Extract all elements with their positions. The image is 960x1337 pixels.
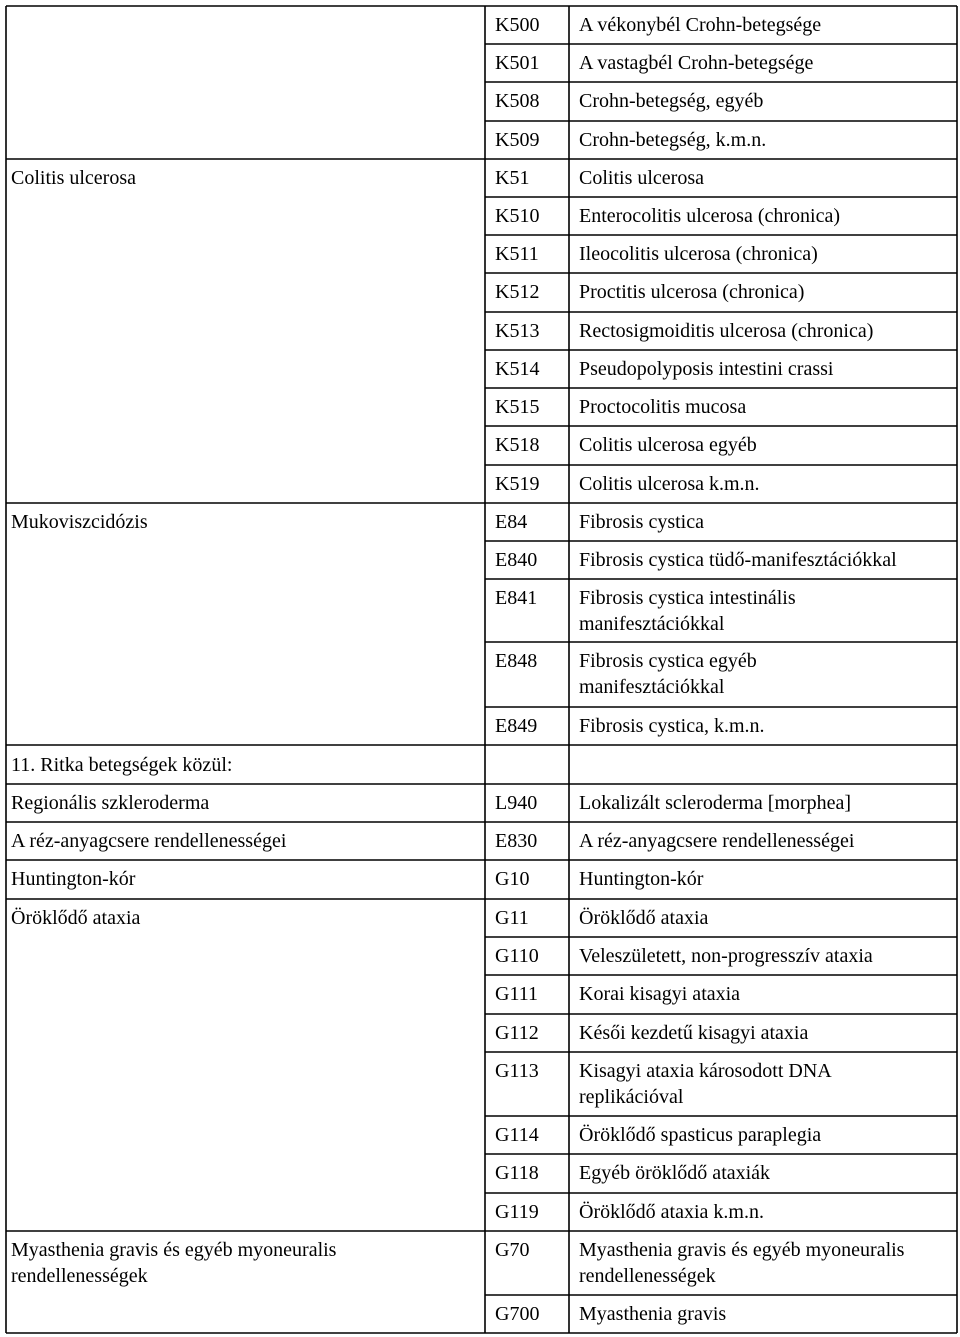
code-description: Fibrosis cystica intestinális bbox=[579, 587, 796, 609]
icd-code: G110 bbox=[495, 945, 539, 967]
disease-name: Huntington-kór bbox=[11, 868, 136, 890]
code-description: Pseudopolyposis intestini crassi bbox=[579, 358, 834, 380]
code-description: replikációval bbox=[579, 1086, 684, 1108]
icd-code: L940 bbox=[495, 792, 538, 814]
code-description: Késői kezdetű kisagyi ataxia bbox=[579, 1022, 809, 1044]
icd-code: K500 bbox=[495, 14, 540, 36]
code-description: Fibrosis cystica egyéb bbox=[579, 650, 757, 672]
code-description: Öröklődő ataxia bbox=[579, 907, 709, 929]
code-description: Ileocolitis ulcerosa (chronica) bbox=[579, 243, 818, 265]
icd-code: E848 bbox=[495, 650, 538, 672]
code-description: Rectosigmoiditis ulcerosa (chronica) bbox=[579, 320, 874, 342]
icd-code: G119 bbox=[495, 1201, 539, 1223]
icd-code: E849 bbox=[495, 715, 538, 737]
icd-code: K511 bbox=[495, 243, 539, 265]
code-description: Myasthenia gravis és egyéb myoneuralis bbox=[579, 1239, 905, 1261]
icd-code: K509 bbox=[495, 129, 540, 151]
icd-code: G70 bbox=[495, 1239, 530, 1261]
code-description: Colitis ulcerosa bbox=[579, 167, 704, 189]
code-description: Öröklődő ataxia k.m.n. bbox=[579, 1201, 764, 1223]
icd-code: G114 bbox=[495, 1124, 539, 1146]
disease-name: A réz-anyagcsere rendellenességei bbox=[11, 830, 287, 852]
code-description: manifesztációkkal bbox=[579, 676, 725, 698]
code-description: Enterocolitis ulcerosa (chronica) bbox=[579, 205, 840, 227]
icd-code: G700 bbox=[495, 1303, 540, 1325]
code-description: Huntington-kór bbox=[579, 868, 704, 890]
code-description: Lokalizált scleroderma [morphea] bbox=[579, 792, 852, 814]
icd-code: K512 bbox=[495, 281, 540, 303]
icd-code: K519 bbox=[495, 473, 540, 495]
icd-code: E841 bbox=[495, 587, 538, 609]
disease-name: Myasthenia gravis és egyéb myoneuralis bbox=[11, 1239, 337, 1261]
disease-name: Regionális szkleroderma bbox=[11, 792, 210, 814]
code-description: Fibrosis cystica bbox=[579, 511, 704, 533]
disease-name: rendellenességek bbox=[11, 1265, 148, 1287]
code-description: Egyéb öröklődő ataxiák bbox=[579, 1162, 771, 1184]
code-description: Kisagyi ataxia károsodott DNA bbox=[579, 1060, 832, 1082]
icd-code: G10 bbox=[495, 868, 530, 890]
icd-code: G118 bbox=[495, 1162, 539, 1184]
disease-name: Colitis ulcerosa bbox=[11, 167, 136, 189]
code-description: manifesztációkkal bbox=[579, 613, 725, 635]
icd-code: K501 bbox=[495, 52, 540, 74]
icd-code: K51 bbox=[495, 167, 530, 189]
icd-code: G112 bbox=[495, 1022, 539, 1044]
icd-code: E840 bbox=[495, 549, 538, 571]
code-description: Fibrosis cystica tüdő-manifesztációkkal bbox=[579, 549, 897, 571]
code-description: Colitis ulcerosa egyéb bbox=[579, 434, 757, 456]
code-description: rendellenességek bbox=[579, 1265, 716, 1287]
disease-name: Öröklődő ataxia bbox=[11, 907, 141, 929]
icd-code: K518 bbox=[495, 434, 540, 456]
icd-code: K514 bbox=[495, 358, 540, 380]
icd-code: G113 bbox=[495, 1060, 539, 1082]
section-heading: 11. Ritka betegségek közül: bbox=[11, 754, 233, 776]
code-description: Proctitis ulcerosa (chronica) bbox=[579, 281, 805, 303]
icd-code: K513 bbox=[495, 320, 540, 342]
code-description: Veleszületett, non-progresszív ataxia bbox=[579, 945, 873, 967]
code-description: A vastagbél Crohn-betegsége bbox=[579, 52, 814, 74]
code-description: Colitis ulcerosa k.m.n. bbox=[579, 473, 760, 495]
icd-code: K515 bbox=[495, 396, 540, 418]
code-description: Crohn-betegség, egyéb bbox=[579, 90, 764, 112]
icd-code: G11 bbox=[495, 907, 529, 929]
code-description: Fibrosis cystica, k.m.n. bbox=[579, 715, 765, 737]
icd-code: K508 bbox=[495, 90, 540, 112]
code-description: Myasthenia gravis bbox=[579, 1303, 727, 1325]
disease-name: Mukoviszcidózis bbox=[11, 511, 148, 533]
icd-code: K510 bbox=[495, 205, 540, 227]
icd-code: E84 bbox=[495, 511, 528, 533]
code-description: A vékonybél Crohn-betegsége bbox=[579, 14, 822, 36]
code-description: Crohn-betegség, k.m.n. bbox=[579, 129, 767, 151]
icd-code: G111 bbox=[495, 983, 538, 1005]
code-description: Proctocolitis mucosa bbox=[579, 396, 747, 418]
icd-code: E830 bbox=[495, 830, 538, 852]
code-description: Öröklődő spasticus paraplegia bbox=[579, 1124, 822, 1146]
code-description: A réz-anyagcsere rendellenességei bbox=[579, 830, 855, 852]
code-description: Korai kisagyi ataxia bbox=[579, 983, 741, 1005]
